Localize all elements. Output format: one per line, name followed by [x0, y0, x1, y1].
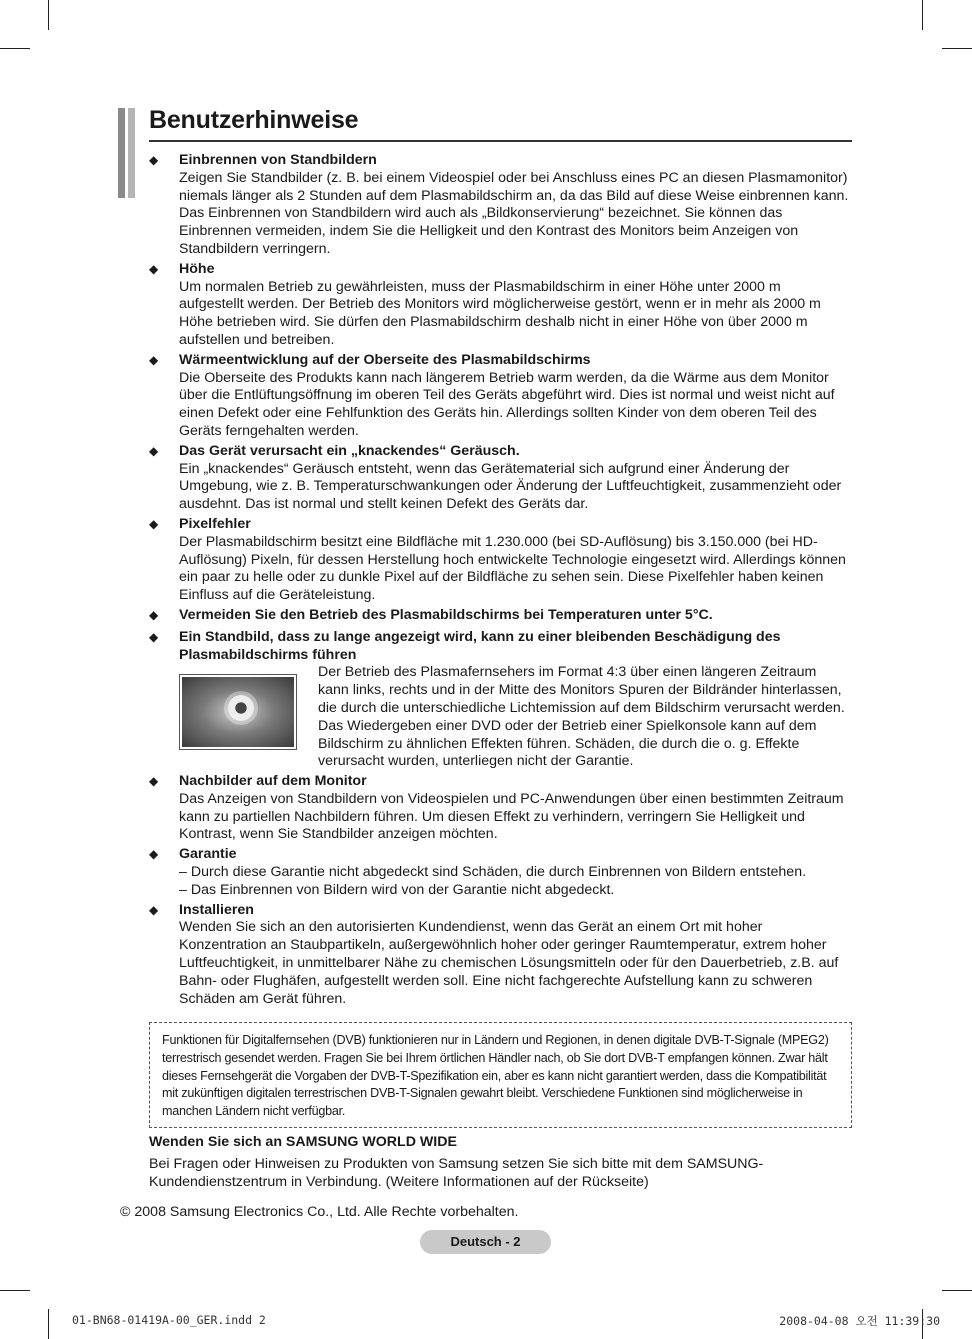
- item-text: Der Betrieb des Plasmafernsehers im Format 4:3 über einen längeren Zeitraum kann links, rechts und in der Mitte des Monitors Spuren der Bildränder hinterlassen, die durch die unterschiedliche Lichtemission auf dem Bildschirm verursacht werden. Das Wiedergeben einer DVD oder der Betrieb einer Spielkonsole kann auf dem Bildschirm zu ähnlichen Effekten führen. Schäden, die durch die o. g. Effekte verursacht wurden, unterliegen nicht der Garantie.: [318, 664, 845, 770]
- title-rule: [149, 140, 852, 142]
- diamond-bullet-icon: ◆: [149, 352, 159, 367]
- contact-text: Bei Fragen oder Hinweisen zu Produkten von Samsung setzen Sie sich bitte mit dem SAMSUNG-Kundendienstzentrum in Verbindung. (Weitere Informationen auf der Rückseite): [149, 1156, 764, 1190]
- contact-section: [149, 1133, 849, 1191]
- list-item: [149, 607, 849, 625]
- list-item: [149, 902, 849, 1009]
- list-item: [149, 773, 849, 844]
- diamond-bullet-icon: ◆: [149, 153, 159, 167]
- item-body-with-image: [179, 664, 849, 771]
- crop-mark: [0, 48, 30, 49]
- diamond-bullet-icon: ◆: [149, 443, 159, 458]
- item-heading: Einbrennen von Standbildern: [179, 152, 377, 168]
- diamond-bullet-icon: ◆: [149, 902, 159, 917]
- crop-mark: [922, 0, 923, 30]
- item-heading: Garantie: [179, 846, 237, 863]
- item-text: Zeigen Sie Standbilder (z. B. bei einem Videospiel oder bei Anschluss eines PC an diesen Plasmamonitor) niemals länger als 2 Stunden auf dem Plasmabildschirm an, da das Bild auf diese Weise einbrennen kann. Das Einbrennen von Standbildern wird auch als „Bildkonservierung“ bezeichnet. Sie können das Einbrennen vermeiden, indem Sie die Helligkeit und den Kontrast des Monitors beim Anzeigen von Standbildern verringern.: [179, 169, 849, 257]
- footer-filename: 01-BN68-01419A-00_GER.indd 2: [72, 1313, 266, 1327]
- item-text: Ein „knackendes“ Geräusch entsteht, wenn das Gerätematerial sich aufgrund einer Änderung der Umgebung, wie z. B. Temperaturschwankungen oder Änderung der Luftfeuchtigkeit, zusammenzieht oder ausdehnt. Das ist normal und stellt keinen Defekt des Geräts dar.: [179, 460, 842, 513]
- item-text: – Durch diese Garantie nicht abgedeckt sind Schäden, die durch Einbrennen von Bildern entstehen.: [179, 864, 807, 881]
- diamond-bullet-icon: ◆: [149, 261, 159, 276]
- crop-mark: [48, 1309, 49, 1339]
- page-number-badge: Deutsch - 2: [420, 1230, 551, 1254]
- title-accent-bar: [118, 108, 125, 198]
- flower-icon: [228, 695, 254, 721]
- crop-mark: [0, 1290, 30, 1291]
- item-heading: Das Gerät verursacht ein „knackendes“ Geräusch.: [179, 442, 520, 459]
- list-item: [149, 629, 849, 771]
- page-title: Benutzerhinweise: [149, 106, 359, 134]
- item-heading: Nachbilder auf dem Monitor: [179, 773, 367, 790]
- dvb-notice-box: Funktionen für Digitalfernsehen (DVB) funktionieren nur in Ländern und Regionen, in denen digitale DVB-T-Signale (MPEG2) terrestrisch gesendet werden. Fragen Sie bei Ihrem örtlichen Händler nach, ob Sie dort DVB-T empfangen können. Zwar hält dieses Fernsehgerät die Vorgaben der DVB-T-Spezifikation ein, aber es kann nicht garantiert werden, dass die Kompatibilität mit zukünftigen digitalen terrestrischen DVB-T-Signalen gewahrt bleibt. Verschiedene Funktionen sind möglicherweise in manchen Ländern nicht verfügbar.: [149, 1022, 852, 1128]
- crop-mark: [48, 0, 49, 30]
- item-text: Das Anzeigen von Standbildern von Videospielen und PC-Anwendungen über einen bestimmten Zeitraum kann zu partiellen Nachbildern führen. Um diesen Effekt zu verhindern, verringern Sie Helligkeit und Kontrast, wenn Sie Standbilder anzeigen möchten.: [179, 790, 844, 843]
- contact-heading: Wenden Sie sich an SAMSUNG WORLD WIDE: [149, 1134, 457, 1150]
- item-heading: Pixelfehler: [179, 515, 251, 532]
- item-text: – Das Einbrennen von Bildern wird von der Garantie nicht abgedeckt.: [179, 881, 615, 898]
- list-item: [149, 443, 849, 514]
- list-item: [149, 261, 849, 350]
- title-accent-bar: [128, 108, 135, 198]
- diamond-bullet-icon: ◆: [149, 847, 159, 862]
- item-text: Wenden Sie sich an den autorisierten Kundendienst, wenn das Gerät an einem Ort mit hoher Konzentration an Staubpartikeln, außergewöhnlich hoher oder geringer Raumtemperatur, extrem hoher Luftfeuchtigkeit, in unmittelbarer Nähe zu chemischen Lösungsmitteln oder für den Dauerbetrieb, z.B. auf Bahn- oder Flughäfen, aufgestellt werden soll. Eine nicht fachgerechte Aufstellung kann zu schweren Schäden am Gerät führen.: [179, 919, 839, 1007]
- flower-image: [182, 677, 294, 747]
- item-text: Um normalen Betrieb zu gewährleisten, muss der Plasmabildschirm in einer Höhe unter 2000 m aufgestellt werden. Der Betrieb des Monitors wird möglicherweise gestört, wenn er in mehr als 2000 m Höhe betrieben wird. Sie dürfen den Plasmabildschirm deshalb nicht in einer Höhe von über 2000 m aufstellen und betreiben.: [179, 278, 821, 348]
- item-heading: Wärmeentwicklung auf der Oberseite des Plasmabildschirms: [179, 351, 591, 368]
- diamond-bullet-icon: ◆: [149, 629, 159, 644]
- item-heading: Ein Standbild, dass zu lange angezeigt wird, kann zu einer bleibenden Beschädigung des Plasmabildschirms führen: [179, 628, 781, 663]
- list-item: [149, 352, 849, 441]
- item-text: Die Oberseite des Produkts kann nach längerem Betrieb warm werden, da die Wärme aus dem Monitor über die Entlüftungsöffnung im oberen Teil des Geräts abgeführt wird. Dies ist normal und weist nicht auf einen Defekt oder eine Fehlfunktion des Geräts hin. Allerdings sollten Kinder von dem oberen Teil des Geräts ferngehalten werden.: [179, 369, 835, 439]
- diamond-bullet-icon: ◆: [149, 774, 159, 789]
- item-heading: Höhe: [179, 260, 215, 277]
- item-heading: Vermeiden Sie den Betrieb des Plasmabildschirms bei Temperaturen unter 5°C.: [179, 606, 713, 623]
- diamond-bullet-icon: ◆: [149, 516, 159, 531]
- notes-list: [149, 152, 849, 1010]
- item-text: Der Plasmabildschirm besitzt eine Bildfläche mit 1.230.000 (bei SD-Auflösung) bis 3.150.000 (bei HD-Auflösung) Pixeln, für dessen Herstellung hoch entwickelte Technologie eingesetzt wird. Allerdings können ein paar zu helle oder zu dunkle Pixel auf der Bildfläche zu sehen sein. Diese Pixelfehler haben keinen Einfluss auf die Geräteleistung.: [179, 533, 846, 604]
- copyright: © 2008 Samsung Electronics Co., Ltd. Alle Rechte vorbehalten.: [120, 1204, 519, 1220]
- item-heading: Installieren: [179, 901, 254, 918]
- crop-mark: [942, 48, 972, 49]
- crop-mark: [942, 1290, 972, 1291]
- diamond-bullet-icon: ◆: [149, 607, 159, 622]
- screen-image: [179, 674, 297, 750]
- footer-timestamp: 2008-04-08 오전 11:39:30: [779, 1314, 940, 1328]
- list-item: [149, 846, 849, 899]
- list-item: [149, 152, 849, 259]
- list-item: [149, 516, 849, 605]
